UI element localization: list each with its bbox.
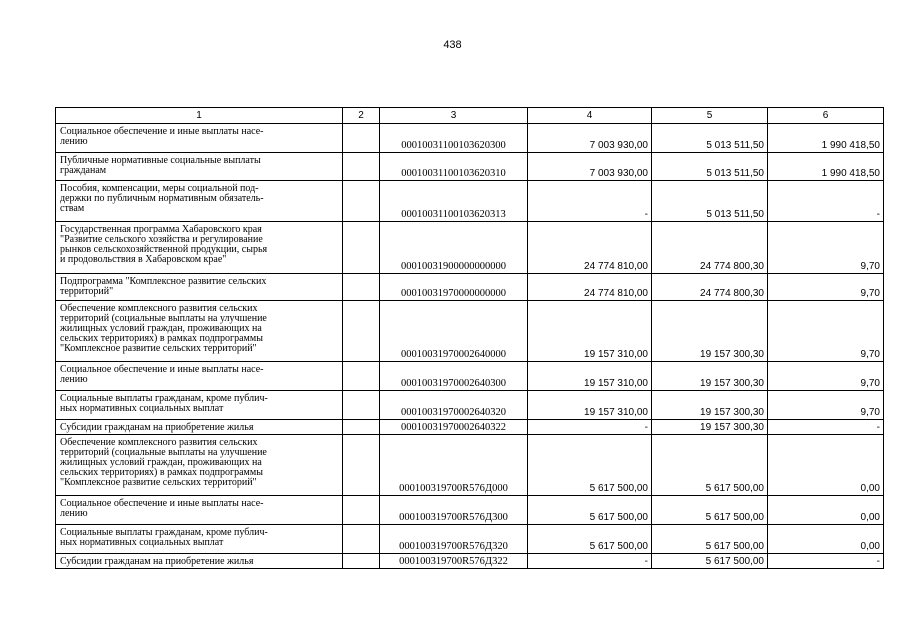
row-value-col5: 19 157 300,30 — [652, 301, 768, 362]
row-value-col5: 5 617 500,00 — [652, 525, 768, 554]
row-value-col6: 9,70 — [768, 362, 884, 391]
table-row — [56, 301, 884, 362]
row-name-cell: Социальные выплаты гражданам, кроме публич- ных нормативных социальных выплат — [56, 525, 343, 554]
row-code-cell: 00010031970002640300 — [380, 362, 528, 391]
row-value-col5: 5 013 511,50 — [652, 153, 768, 181]
row-code-cell: 000100319700R576Д322 — [380, 554, 528, 569]
row-code-cell: 000100319700R576Д000 — [380, 435, 528, 496]
row-name-cell: Пособия, компенсации, меры социальной под- держки по публичным нормативным обязатель- ствам — [56, 181, 343, 222]
row-col2-cell — [343, 153, 380, 181]
row-value-col6: 9,70 — [768, 274, 884, 301]
row-value-col4: - — [528, 554, 652, 569]
table-row — [56, 435, 884, 496]
table-row — [56, 153, 884, 181]
row-name-cell: Государственная программа Хабаровского края "Развитие сельского хозяйства и регулирование рынков сельскохозяйственной продукции, сырья и продовольствия в Хабаровском крае" — [56, 222, 343, 274]
row-value-col4: - — [528, 420, 652, 435]
row-code-cell: 00010031970002640322 — [380, 420, 528, 435]
row-value-col6: 9,70 — [768, 301, 884, 362]
table-row — [56, 554, 884, 569]
row-col2-cell — [343, 391, 380, 420]
row-name-cell: Социальное обеспечение и иные выплаты насе- лению — [56, 496, 343, 525]
row-value-col4: 24 774 810,00 — [528, 274, 652, 301]
budget-table — [55, 107, 884, 569]
row-code-cell: 00010031970000000000 — [380, 274, 528, 301]
row-value-col4: 24 774 810,00 — [528, 222, 652, 274]
row-name-cell: Обеспечение комплексного развития сельских территорий (социальные выплаты на улучшение жилищных условий граждан, проживающих на сельских территориях) в рамках подпрограммы "Комплексное развитие сельских территорий" — [56, 435, 343, 496]
table-row — [56, 362, 884, 391]
row-code-cell: 00010031970002640000 — [380, 301, 528, 362]
row-name-cell: Обеспечение комплексного развития сельских территорий (социальные выплаты на улучшение жилищных условий граждан, проживающих на сельских территориях) в рамках подпрограммы "Комплексное развитие сельских территорий" — [56, 301, 343, 362]
row-value-col6: 9,70 — [768, 222, 884, 274]
row-value-col4: 19 157 310,00 — [528, 362, 652, 391]
row-value-col6: - — [768, 181, 884, 222]
table-row — [56, 496, 884, 525]
row-code-cell: 00010031900000000000 — [380, 222, 528, 274]
row-col2-cell — [343, 301, 380, 362]
row-value-col5: 24 774 800,30 — [652, 274, 768, 301]
table-row — [56, 525, 884, 554]
table-row — [56, 420, 884, 435]
row-col2-cell — [343, 554, 380, 569]
column-header: 4 — [528, 108, 652, 124]
table-row — [56, 124, 884, 153]
row-value-col5: 5 617 500,00 — [652, 496, 768, 525]
row-name-cell: Субсидии гражданам на приобретение жилья — [56, 554, 343, 569]
row-col2-cell — [343, 435, 380, 496]
row-col2-cell — [343, 362, 380, 391]
row-value-col5: 24 774 800,30 — [652, 222, 768, 274]
row-col2-cell — [343, 525, 380, 554]
row-value-col4: - — [528, 181, 652, 222]
row-col2-cell — [343, 181, 380, 222]
row-value-col5: 19 157 300,30 — [652, 420, 768, 435]
row-code-cell: 000100319700R576Д300 — [380, 496, 528, 525]
row-value-col5: 19 157 300,30 — [652, 391, 768, 420]
row-value-col6: 1 990 418,50 — [768, 124, 884, 153]
row-col2-cell — [343, 420, 380, 435]
row-name-cell: Социальное обеспечение и иные выплаты насе- лению — [56, 362, 343, 391]
row-value-col6: 0,00 — [768, 496, 884, 525]
column-header: 1 — [56, 108, 343, 124]
row-code-cell: 00010031100103620310 — [380, 153, 528, 181]
table-row — [56, 222, 884, 274]
row-value-col6: - — [768, 554, 884, 569]
row-name-cell: Подпрограмма "Комплексное развитие сельских территорий" — [56, 274, 343, 301]
row-col2-cell — [343, 222, 380, 274]
row-value-col6: 9,70 — [768, 391, 884, 420]
row-value-col4: 5 617 500,00 — [528, 435, 652, 496]
table-header-row — [56, 108, 884, 124]
row-code-cell: 00010031970002640320 — [380, 391, 528, 420]
page-number: 438 — [443, 39, 462, 51]
row-value-col4: 7 003 930,00 — [528, 124, 652, 153]
column-header: 3 — [380, 108, 528, 124]
row-value-col6: - — [768, 420, 884, 435]
row-value-col6: 0,00 — [768, 525, 884, 554]
column-header: 2 — [343, 108, 380, 124]
table-body — [56, 108, 884, 569]
row-code-cell: 000100319700R576Д320 — [380, 525, 528, 554]
row-value-col4: 19 157 310,00 — [528, 301, 652, 362]
row-value-col6: 0,00 — [768, 435, 884, 496]
row-value-col5: 5 013 511,50 — [652, 124, 768, 153]
row-code-cell: 00010031100103620300 — [380, 124, 528, 153]
row-col2-cell — [343, 274, 380, 301]
row-value-col4: 19 157 310,00 — [528, 391, 652, 420]
row-value-col5: 19 157 300,30 — [652, 362, 768, 391]
row-value-col4: 5 617 500,00 — [528, 525, 652, 554]
row-col2-cell — [343, 124, 380, 153]
row-name-cell: Социальные выплаты гражданам, кроме публич- ных нормативных социальных выплат — [56, 391, 343, 420]
row-value-col5: 5 617 500,00 — [652, 554, 768, 569]
row-value-col6: 1 990 418,50 — [768, 153, 884, 181]
table-row — [56, 391, 884, 420]
column-header: 5 — [652, 108, 768, 124]
row-value-col5: 5 617 500,00 — [652, 435, 768, 496]
row-col2-cell — [343, 496, 380, 525]
row-name-cell: Публичные нормативные социальные выплаты гражданам — [56, 153, 343, 181]
row-value-col4: 7 003 930,00 — [528, 153, 652, 181]
column-header: 6 — [768, 108, 884, 124]
row-value-col5: 5 013 511,50 — [652, 181, 768, 222]
row-value-col4: 5 617 500,00 — [528, 496, 652, 525]
row-code-cell: 00010031100103620313 — [380, 181, 528, 222]
table-row — [56, 274, 884, 301]
row-name-cell: Социальное обеспечение и иные выплаты насе- лению — [56, 124, 343, 153]
row-name-cell: Субсидии гражданам на приобретение жилья — [56, 420, 343, 435]
table-row — [56, 181, 884, 222]
